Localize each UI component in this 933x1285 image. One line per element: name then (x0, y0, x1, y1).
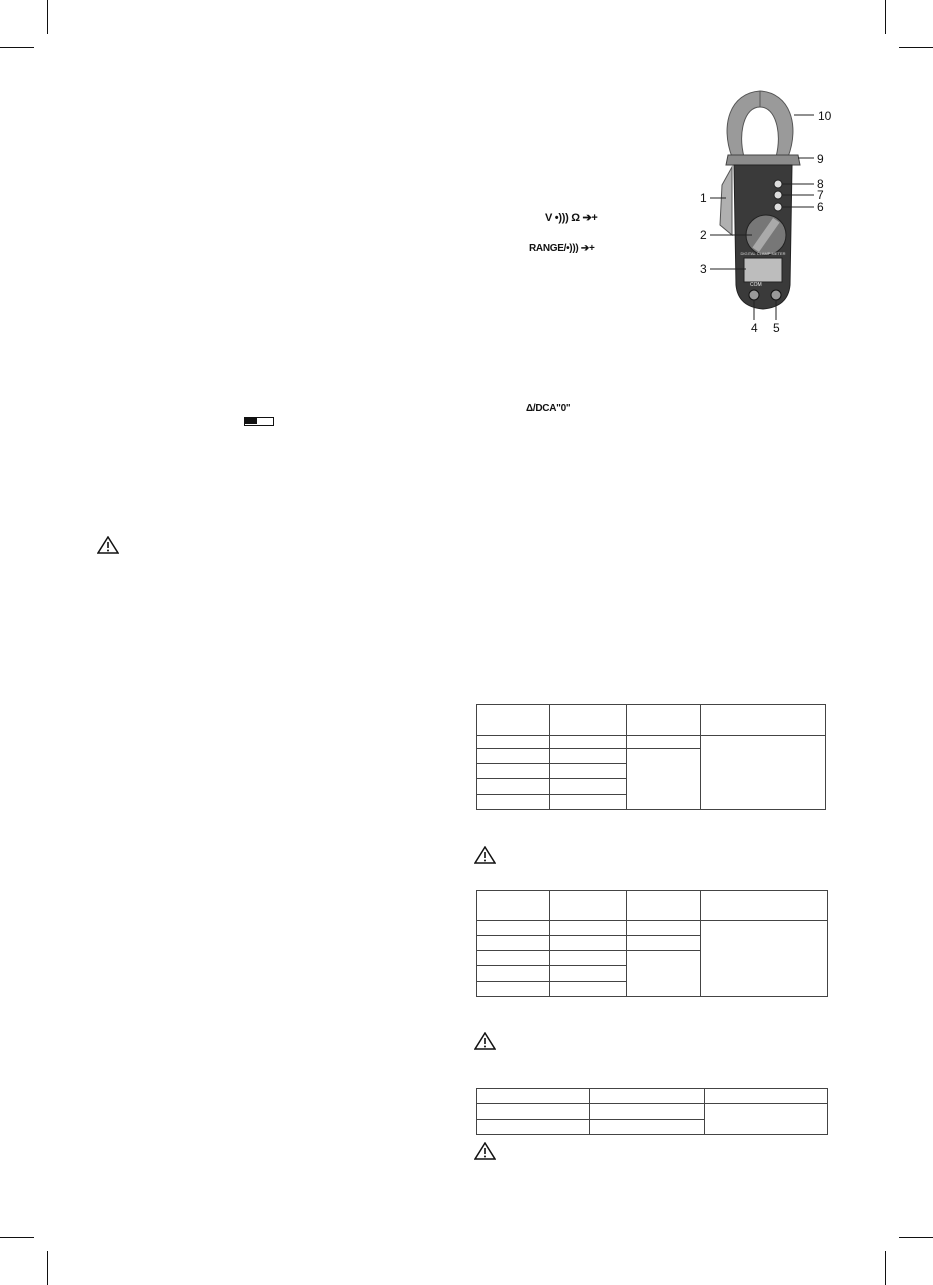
crop-mark (0, 47, 34, 48)
battery-low-icon (244, 417, 274, 426)
device-brand-label: DIGITAL CLAMP METER (740, 251, 786, 256)
clamp-trigger (720, 167, 732, 235)
crop-mark (47, 0, 48, 34)
callout-10: 10 (818, 109, 832, 123)
spec-table-2 (476, 890, 828, 997)
callout-5: 5 (773, 321, 780, 335)
jack-com (749, 290, 759, 300)
warning-icon (97, 536, 119, 554)
callout-8: 8 (817, 177, 824, 191)
warning-icon (474, 1142, 496, 1160)
callout-2: 2 (700, 228, 707, 242)
callout-4: 4 (751, 321, 758, 335)
crop-mark (899, 1237, 933, 1238)
crop-mark (885, 0, 886, 34)
spec-table-1 (476, 704, 826, 810)
range-symbols: RANGE/•))) ➔+ (529, 243, 595, 254)
crop-mark (899, 47, 933, 48)
button-7 (774, 191, 782, 199)
zero-symbol: Δ/DCA"0" (526, 403, 571, 414)
button-6 (774, 203, 782, 211)
clamp-meter-diagram (690, 85, 850, 345)
function-symbols: V •))) Ω ➔+ (545, 212, 598, 224)
lcd-display (744, 258, 782, 282)
button-8 (774, 180, 782, 188)
callout-9: 9 (817, 152, 824, 166)
crop-mark (47, 1251, 48, 1285)
callout-1: 1 (700, 191, 707, 205)
warning-icon (474, 846, 496, 864)
crop-mark (885, 1251, 886, 1285)
crop-mark (0, 1237, 34, 1238)
jack-input (771, 290, 781, 300)
com-label: COM (750, 282, 762, 288)
callout-7: 7 (817, 188, 824, 202)
callout-3: 3 (700, 262, 707, 276)
callout-6: 6 (817, 200, 824, 214)
warning-icon (474, 1032, 496, 1050)
spec-table-3 (476, 1088, 828, 1135)
